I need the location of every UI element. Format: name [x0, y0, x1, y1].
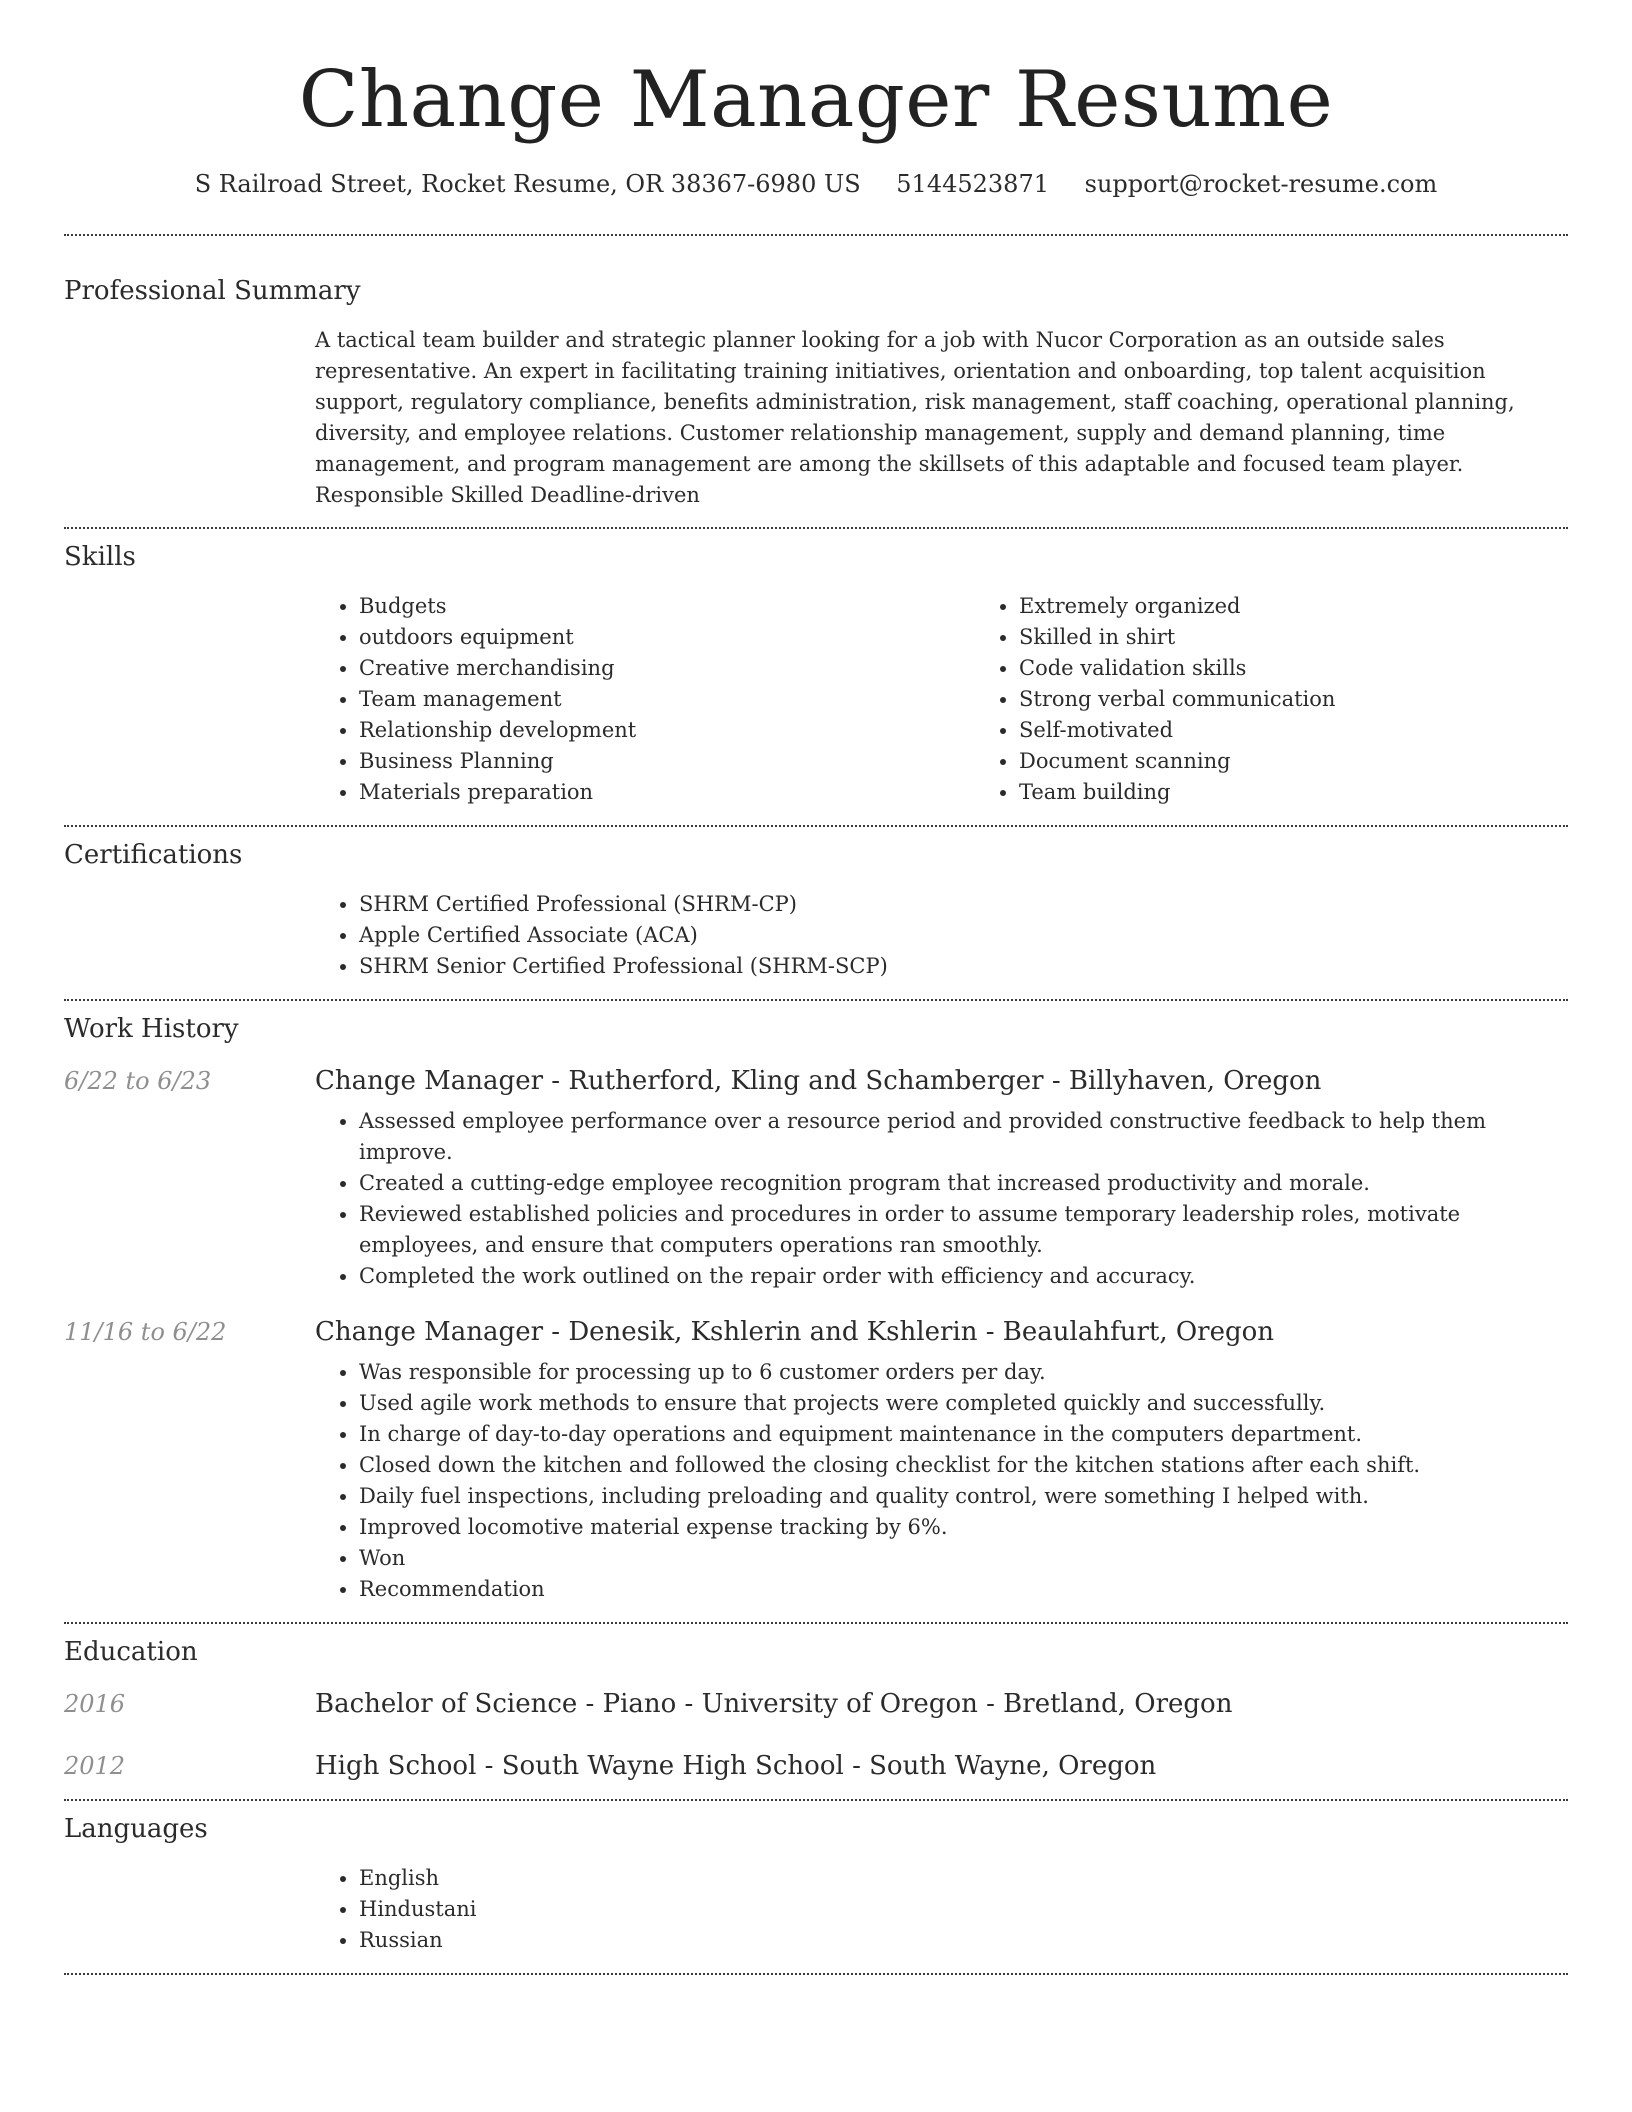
job-entry	[64, 1317, 1568, 1347]
contact-line	[64, 168, 1568, 200]
resume-title: Change Manager Resume	[298, 55, 1334, 145]
list-item: • Closed down the kitchen and followed the closing checklist for the kitchen stations after each shift.	[359, 1450, 1568, 1481]
list-item: • Russian	[359, 1925, 1568, 1956]
resume-page	[64, 0, 1568, 1975]
list-item: • In charge of day-to-day operations and equipment maintenance in the computers department.	[359, 1419, 1568, 1450]
education-entry	[64, 1689, 1568, 1719]
divider	[64, 234, 1568, 236]
list-item: • Relationship development	[359, 715, 975, 746]
certifications-section	[315, 889, 1568, 982]
job-dates: 6/22 to 6/23	[64, 1067, 212, 1095]
education-year: 2012	[64, 1752, 126, 1780]
list-item: • Skilled in shirt	[1019, 622, 1632, 653]
list-item: • Used agile work methods to ensure that projects were completed quickly and successfully.	[359, 1388, 1568, 1419]
divider	[64, 1622, 1568, 1624]
list-item: • Recommendation	[359, 1574, 1568, 1605]
list-item: • Budgets	[359, 591, 975, 622]
languages-section	[315, 1863, 1568, 1956]
divider	[64, 1799, 1568, 1801]
list-item: • Strong verbal communication	[1019, 684, 1632, 715]
list-item: • Extremely organized	[1019, 591, 1632, 622]
skills-section	[315, 591, 1568, 808]
list-item: • SHRM Senior Certified Professional (SHRM-SCP)	[359, 951, 1568, 982]
divider	[64, 999, 1568, 1001]
summary-text: A tactical team builder and strategic planner looking for a job with Nucor Corporation as an outside sales representative. An expert in facilitating training initiatives, orientation and onboarding, top talent acquisition support, regulatory compliance, benefits administration, risk management, staff coaching, operational planning, diversity, and employee relations. Customer relationship management, supply and demand planning, time management, and program management are among the skillsets of this adaptable and focused team player. Responsible Skilled Deadline-driven	[315, 328, 1515, 507]
contact-email: support@rocket-resume.com	[1084, 170, 1438, 198]
summary-section	[315, 325, 1568, 511]
education-heading: Education	[64, 1637, 198, 1667]
list-item: • Was responsible for processing up to 6 customer orders per day.	[359, 1357, 1568, 1388]
skills-heading: Skills	[64, 542, 136, 572]
list-item: • Team building	[1019, 777, 1632, 808]
divider	[64, 1973, 1568, 1975]
languages-list	[315, 1863, 1568, 1956]
job-dates: 11/16 to 6/22	[64, 1318, 227, 1346]
list-item: • English	[359, 1863, 1568, 1894]
job-bullets	[315, 1106, 1568, 1292]
job-title: Change Manager - Rutherford, Kling and Schamberger - Billyhaven, Oregon	[315, 1066, 1322, 1096]
list-item: • Improved locomotive material expense tracking by 6%.	[359, 1512, 1568, 1543]
skills-list-left	[315, 591, 975, 808]
list-item: • Won	[359, 1543, 1568, 1574]
list-item: • Team management	[359, 684, 975, 715]
job-entry	[64, 1066, 1568, 1096]
list-item: • Creative merchandising	[359, 653, 975, 684]
list-item: • Document scanning	[1019, 746, 1632, 777]
education-entry	[64, 1751, 1568, 1781]
education-title: High School - South Wayne High School - South Wayne, Oregon	[315, 1751, 1157, 1781]
list-item: • Reviewed established policies and procedures in order to assume temporary leadership roles, motivate employees, and ensure that computers operations ran smoothly.	[359, 1199, 1568, 1261]
list-item: • Completed the work outlined on the repair order with efficiency and accuracy.	[359, 1261, 1568, 1292]
contact-address: S Railroad Street, Rocket Resume, OR 38367-6980 US	[194, 170, 861, 198]
education-year: 2016	[64, 1690, 126, 1718]
divider	[64, 825, 1568, 827]
certifications-heading: Certifications	[64, 840, 243, 870]
summary-heading: Professional Summary	[64, 276, 361, 306]
skills-list-right	[975, 591, 1632, 808]
list-item: • Assessed employee performance over a resource period and provided constructive feedback to help them improve.	[359, 1106, 1568, 1168]
job-title: Change Manager - Denesik, Kshlerin and Kshlerin - Beaulahfurt, Oregon	[315, 1317, 1275, 1347]
list-item: • Business Planning	[359, 746, 975, 777]
divider	[64, 527, 1568, 529]
list-item: • Apple Certified Associate (ACA)	[359, 920, 1568, 951]
list-item: • Created a cutting-edge employee recognition program that increased productivity and morale.	[359, 1168, 1568, 1199]
list-item: • Daily fuel inspections, including preloading and quality control, were something I helped with.	[359, 1481, 1568, 1512]
list-item: • outdoors equipment	[359, 622, 975, 653]
job-bullets	[315, 1357, 1568, 1605]
list-item: • Materials preparation	[359, 777, 975, 808]
list-item: • Code validation skills	[1019, 653, 1632, 684]
certifications-list	[315, 889, 1568, 982]
education-title: Bachelor of Science - Piano - University of Oregon - Bretland, Oregon	[315, 1689, 1233, 1719]
contact-phone: 5144523871	[896, 170, 1049, 198]
work-history-heading: Work History	[64, 1014, 239, 1044]
list-item: • Self-motivated	[1019, 715, 1632, 746]
list-item: • Hindustani	[359, 1894, 1568, 1925]
list-item: • SHRM Certified Professional (SHRM-CP)	[359, 889, 1568, 920]
languages-heading: Languages	[64, 1814, 208, 1844]
